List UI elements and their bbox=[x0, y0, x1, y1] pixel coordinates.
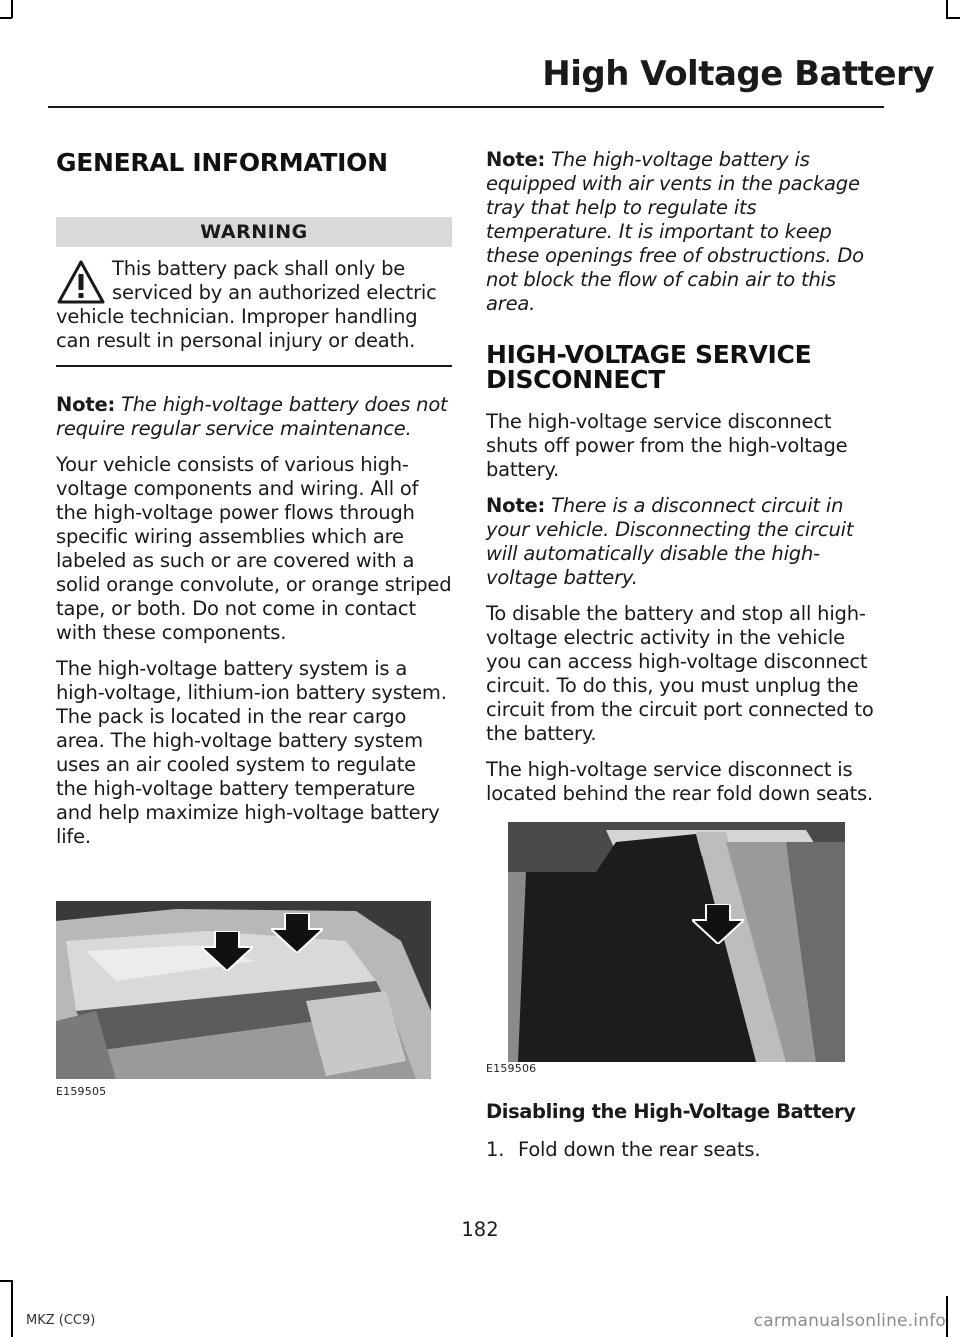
note-label: Note: bbox=[486, 148, 546, 171]
step-number: 1. bbox=[486, 1138, 505, 1161]
arrow-down-icon bbox=[692, 904, 744, 944]
step-text: Fold down the rear seats. bbox=[518, 1138, 761, 1161]
warning-box bbox=[56, 257, 452, 353]
figure-battery-vents bbox=[56, 901, 431, 1098]
step-item bbox=[486, 1138, 882, 1162]
paragraph-disconnect-intro: The high-voltage service disconnect shuts off power from the high-voltage battery. bbox=[486, 410, 848, 481]
subheading-disabling-battery: Disabling the High-Voltage Battery bbox=[486, 1100, 856, 1123]
battery-vents-illustration bbox=[56, 901, 431, 1079]
crop-mark-bottom-right-v bbox=[946, 1296, 948, 1337]
paragraph-disconnect-location: The high-voltage service disconnect is located behind the rear fold down seats. bbox=[486, 758, 873, 805]
right-column bbox=[486, 148, 882, 1162]
figure-service-disconnect bbox=[486, 822, 845, 1075]
warning-bottom-rule bbox=[56, 365, 452, 367]
crop-mark-top-left-h bbox=[0, 17, 12, 19]
footer-model: MKZ (CC9) bbox=[26, 1313, 96, 1328]
crop-mark-top-right-v bbox=[946, 0, 948, 18]
figure-id: E159506 bbox=[486, 1062, 537, 1075]
note-maintenance bbox=[56, 393, 452, 441]
note-label: Note: bbox=[56, 393, 116, 416]
paragraph-disable-battery: To disable the battery and stop all high-voltage electric activity in the vehicle you can access high-voltage disconnect circuit. To do this, you must unplug the circuit from the circuit port connected to the battery. bbox=[486, 602, 874, 745]
warning-triangle-icon bbox=[56, 259, 106, 305]
service-disconnect-illustration bbox=[486, 822, 845, 1062]
section-title-service-disconnect: HIGH-VOLTAGE SERVICE DISCONNECT bbox=[486, 340, 812, 394]
crop-mark-top-left-v bbox=[11, 0, 13, 18]
warning-label: WARNING bbox=[56, 217, 452, 247]
paragraph-battery-system: The high-voltage battery system is a high-voltage, lithium-ion battery system. The pack is located in the rear cargo area. The high-voltage battery system uses an air cooled system to regulate the high-voltage battery temperature and help maximize high-voltage battery life. bbox=[56, 657, 447, 848]
left-column bbox=[56, 148, 452, 1098]
header-rule bbox=[48, 106, 884, 108]
page-header-title: High Voltage Battery bbox=[542, 54, 934, 94]
note-disconnect-circuit bbox=[486, 494, 882, 590]
note-text: The high-voltage battery does not require regular service maintenance. bbox=[56, 393, 448, 440]
note-label: Note: bbox=[486, 494, 546, 517]
arrow-down-icon bbox=[201, 931, 253, 971]
crop-mark-top-right-h bbox=[946, 17, 960, 19]
note-air-vents bbox=[486, 148, 882, 316]
page-number: 182 bbox=[461, 1218, 499, 1241]
crop-mark-bottom-left-v bbox=[11, 1280, 13, 1337]
paragraph-components: Your vehicle consists of various high-voltage components and wiring. All of the high-voltage power flows through specific wiring assemblies which are labeled as such or are covered with a solid orange convolute, or orange striped tape, or both. Do not come in contact with these components. bbox=[56, 453, 452, 644]
note-text: There is a disconnect circuit in your vehicle. Disconnecting the circuit will automatically disable the high-voltage battery. bbox=[486, 494, 854, 589]
figure-id: E159505 bbox=[56, 1085, 107, 1098]
section-title-general-information: GENERAL INFORMATION bbox=[56, 148, 388, 177]
arrow-down-icon bbox=[271, 913, 323, 953]
watermark: carmanualsonline.info bbox=[753, 1311, 946, 1331]
warning-text: This battery pack shall only be serviced by an authorized electric vehicle technician. Improper handling can result in personal injury or death. bbox=[56, 257, 437, 352]
note-text: The high-voltage battery is equipped with air vents in the package tray that help to regulate its temperature. It is important to keep these openings free of obstructions. Do not block the flow of cabin air to this area. bbox=[486, 148, 864, 315]
crop-mark-bottom-left-h bbox=[0, 1280, 12, 1282]
